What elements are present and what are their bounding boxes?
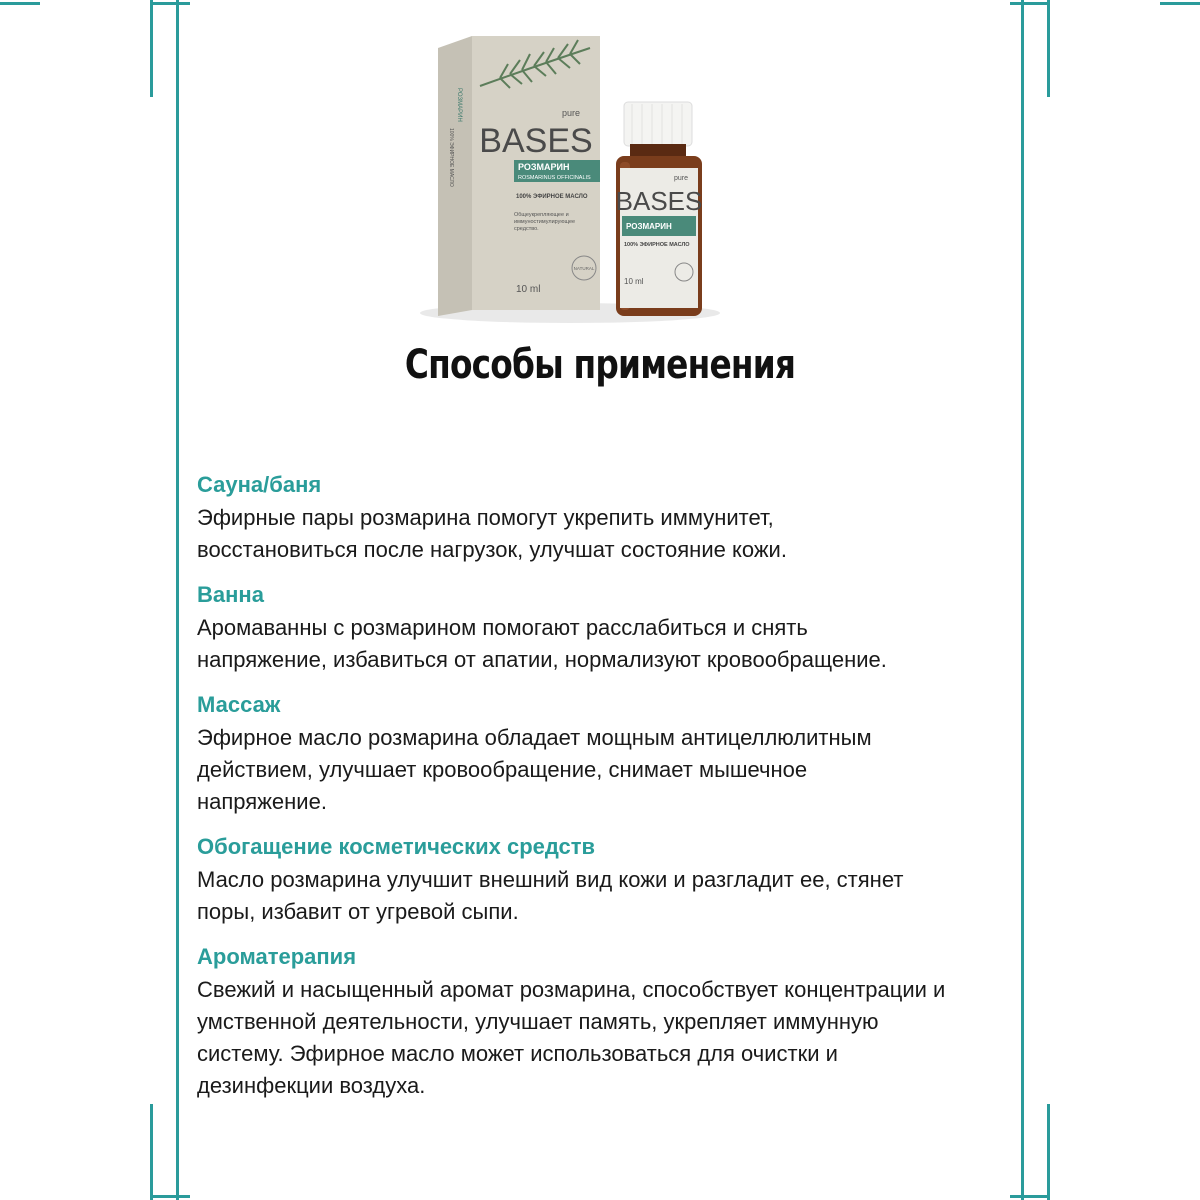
section-text <box>197 864 1057 928</box>
frame-top-left-h <box>0 2 40 5</box>
frame-top-h <box>150 2 190 5</box>
frame-top-right-corner <box>1160 2 1200 5</box>
frame-bottom-right-v <box>1047 1104 1050 1200</box>
section-text <box>197 974 1057 1102</box>
box-product-name: РОЗМАРИН <box>518 162 570 172</box>
frame-top-left-inner <box>176 0 179 1200</box>
section-text-line: поры, избавит от угревой сыпи. <box>197 899 519 924</box>
section-heading: Обогащение косметических средств <box>197 834 596 859</box>
section-heading: Ванна <box>197 582 264 607</box>
product-image <box>410 28 730 328</box>
box-brand-small: pure <box>561 108 580 118</box>
section-text <box>197 722 1057 818</box>
section-text-line: восстановиться после нагрузок, улучшат состояние кожи. <box>197 537 787 562</box>
usage-section <box>197 942 1057 1102</box>
section-text-line: систему. Эфирное масло может использоваться для очистки и <box>197 1041 838 1066</box>
box-brand: BASES <box>479 122 593 160</box>
bottle-product-name: РОЗМАРИН <box>626 222 672 231</box>
usage-section <box>197 690 1057 818</box>
usage-section <box>197 470 1057 566</box>
section-heading: Сауна/баня <box>197 472 322 497</box>
section-text-line: дезинфекции воздуха. <box>197 1073 426 1098</box>
section-text-line: Аромаванны с розмарином помогают расслабиться и снять <box>197 615 808 640</box>
frame-top-left-v <box>150 0 153 97</box>
box-volume: 10 ml <box>516 284 541 295</box>
bottle-volume: 10 ml <box>624 277 644 286</box>
section-heading: Массаж <box>197 692 281 717</box>
usage-sections <box>197 470 1057 1116</box>
box-latin-name: ROSMARINUS OFFICINALIS <box>518 175 591 181</box>
section-heading: Ароматерапия <box>197 944 357 969</box>
section-text <box>197 612 1057 676</box>
frame-bottom-right-h <box>1010 1195 1050 1198</box>
section-text-line: Эфирное масло розмарина обладает мощным антицеллюлитным <box>197 725 872 750</box>
section-text-line: Масло розмарина улучшит внешний вид кожи и разгладит ее, стянет <box>197 867 904 892</box>
box-side-name: РОЗМАРИН <box>456 88 462 122</box>
box-description: Общеукрепляющее и иммуностимулирующее средство. <box>514 212 576 232</box>
box-oil-type: 100% ЭФИРНОЕ МАСЛО <box>516 194 588 200</box>
section-text <box>197 502 1057 566</box>
section-text-line: Свежий и насыщенный аромат розмарина, способствует концентрации и <box>197 977 946 1002</box>
box-side-type: 100% ЭФИРНОЕ МАСЛО <box>448 128 454 187</box>
usage-section <box>197 832 1057 928</box>
box-natural-badge: NATURAL <box>573 266 595 271</box>
bottle-oil-type: 100% ЭФИРНОЕ МАСЛО <box>624 242 690 248</box>
section-text-line: Эфирные пары розмарина помогут укрепить иммунитет, <box>197 505 774 530</box>
frame-bottom-left-v <box>150 1104 153 1200</box>
page-title: Способы применения <box>404 342 796 388</box>
bottle-brand: BASES <box>615 186 703 216</box>
section-text-line: напряжение. <box>197 789 327 814</box>
frame-top-right-h <box>1010 2 1050 5</box>
section-text-line: напряжение, избавиться от апатии, нормализуют кровообращение. <box>197 647 887 672</box>
bottle-brand-small: pure <box>673 175 688 182</box>
frame-top-right-v <box>1047 0 1050 97</box>
section-text-line: умственной деятельности, улучшает память, укрепляет иммунную <box>197 1009 879 1034</box>
usage-section <box>197 580 1057 676</box>
frame-bottom-left-h <box>150 1195 190 1198</box>
section-text-line: действием, улучшает кровообращение, снимает мышечное <box>197 757 808 782</box>
